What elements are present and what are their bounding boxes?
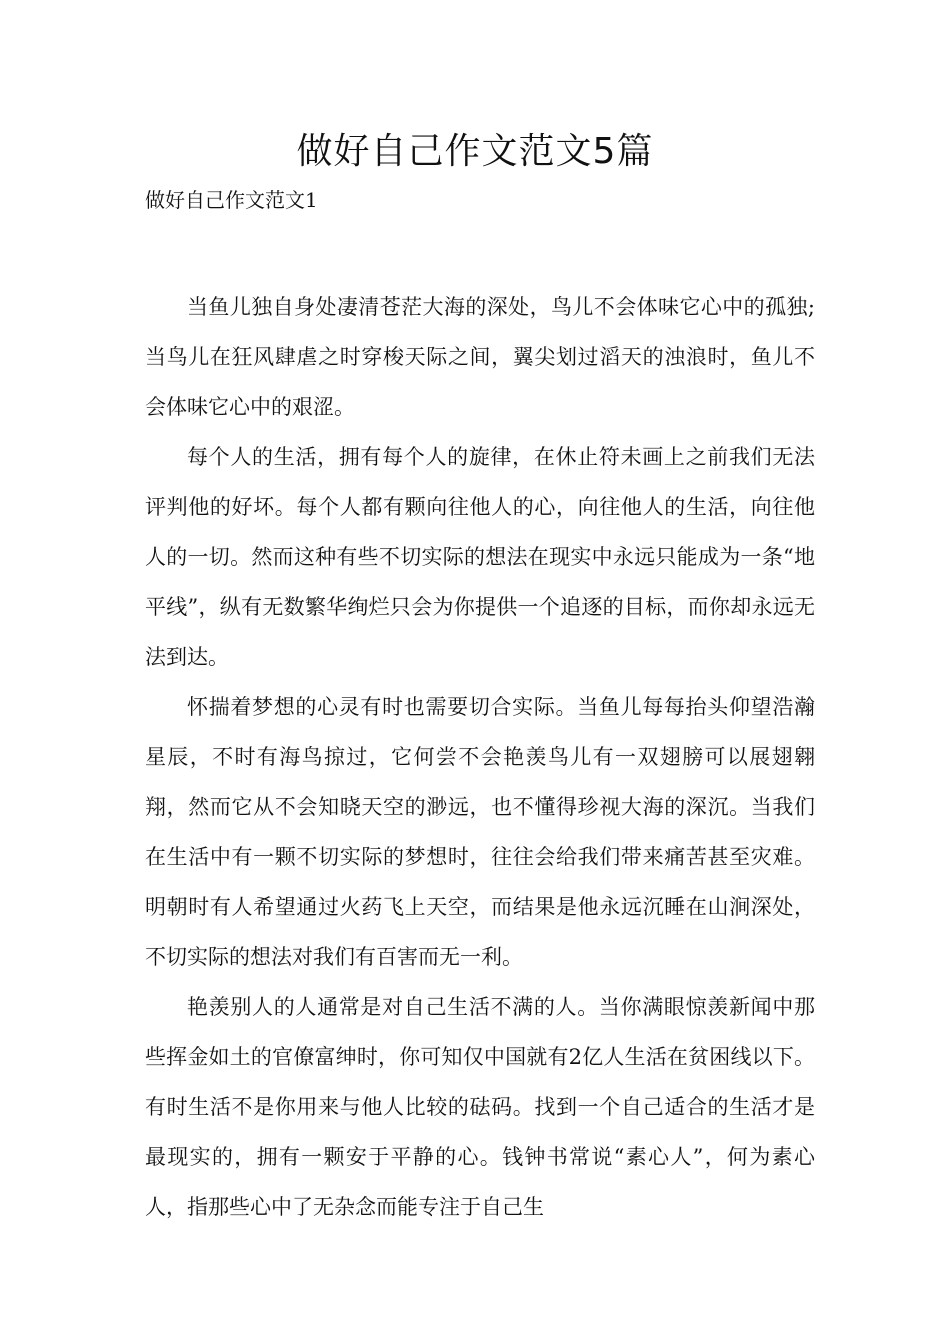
paragraph: 艳羡别人的人通常是对自己生活不满的人。当你满眼惊羡新闻中那些挥金如土的官僚富绅时，你可知仅中国就有2亿人生活在贫困线以下。有时生活不是你用来与他人比较的砝码。找到一个自己适合的生活才是最现实的，拥有一颗安于平静的心。钱钟书常说“素心人”，何为素心人，指那些心中了无杂念而能专注于自己生 bbox=[145, 995, 815, 1219]
paragraph: 当鱼儿独自身处凄清苍茫大海的深处，鸟儿不会体味它心中的孤独;当鸟儿在狂风肆虐之时穿梭天际之间，翼尖划过滔天的浊浪时，鱼儿不会体味它心中的艰涩。 bbox=[145, 295, 815, 419]
paragraph: 每个人的生活，拥有每个人的旋律，在休止符未画上之前我们无法评判他的好坏。每个人都有颗向往他人的心，向往他人的生活，向往他人的一切。然而这种有些不切实际的想法在现实中永远只能成为一条“地平线”，纵有无数繁华绚烂只会为你提供一个追逐的目标，而你却永远无法到达。 bbox=[145, 445, 815, 669]
document-body bbox=[145, 282, 815, 1232]
section-subtitle: 做好自己作文范文1 bbox=[145, 188, 318, 212]
paragraph: 怀揣着梦想的心灵有时也需要切合实际。当鱼儿每每抬头仰望浩瀚星辰，不时有海鸟掠过，它何尝不会艳羡鸟儿有一双翅膀可以展翅翱翔，然而它从不会知晓天空的渺远，也不懂得珍视大海的深沉。当我们在生活中有一颗不切实际的梦想时，往往会给我们带来痛苦甚至灾难。明朝时有人希望通过火药飞上天空，而结果是他永远沉睡在山涧深处，不切实际的想法对我们有百害而无一利。 bbox=[145, 695, 815, 969]
document-title: 做好自己作文范文5篇 bbox=[296, 131, 654, 172]
